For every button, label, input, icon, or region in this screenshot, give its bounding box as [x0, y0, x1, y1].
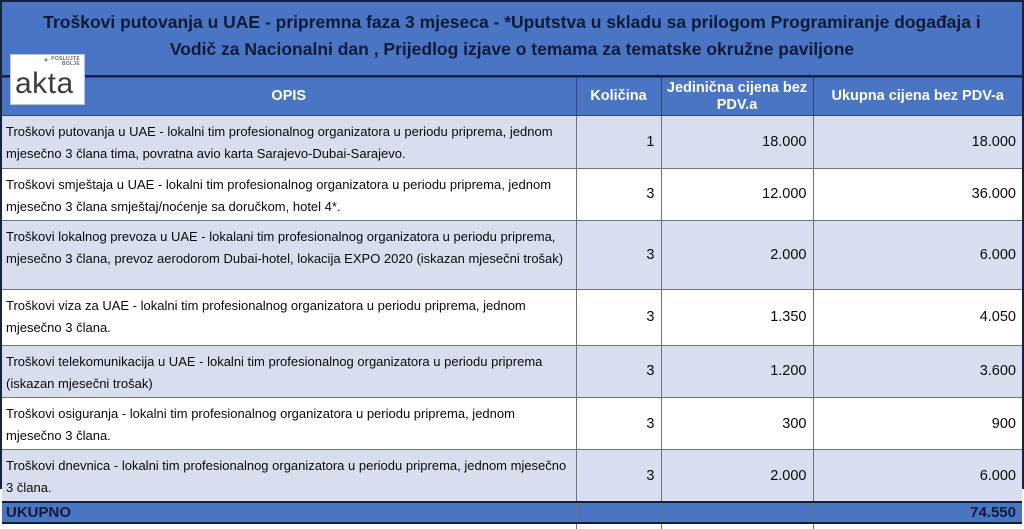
cell-opis: Troškovi telekomunikacija u UAE - lokalni tim profesionalnog organizatora u periodu priprema (iskazan mjesečni trošak) [2, 345, 576, 397]
document-title [2, 2, 1022, 77]
cell-kolicina: 3 [576, 289, 661, 345]
cell-kolicina: 3 [576, 345, 661, 397]
cell-ukupna: 36.000 [813, 168, 1022, 220]
cell-jedinicna: 300 [661, 397, 813, 449]
cell-kolicina: 3 [576, 397, 661, 449]
table-row [2, 116, 1022, 168]
table-row [2, 168, 1022, 220]
cell-kolicina: 1 [576, 116, 661, 168]
logo-triangle-icon: ▲ [42, 57, 50, 63]
cell-ukupna: 4.050 [813, 289, 1022, 345]
cell-jedinicna: 2.000 [661, 220, 813, 289]
cell-opis: Troškovi osiguranja - lokalni tim profesionalnog organizatora u periodu priprema, jednom mjesečno 3 člana. [2, 397, 576, 449]
table-row [2, 345, 1022, 397]
cell-opis: Troškovi putovanja u UAE - lokalni tim profesionalnog organizatora u periodu priprema, jednom mjesečno 3 člana tima, povratna avio karta Sarajevo-Dubai-Sarajevo. [2, 116, 576, 168]
cell-ukupna: 3.600 [813, 345, 1022, 397]
cell-kolicina: 3 [576, 220, 661, 289]
cell-jedinicna: 12.000 [661, 168, 813, 220]
cost-table [2, 77, 1022, 529]
table-row [2, 450, 1022, 503]
total-value: 74.550 [813, 502, 1022, 523]
title-line-2: Vodič za Nacionalni dan , Prijedlog izjave o temama za tematske okružne paviljone [169, 39, 855, 59]
header-kolicina: Količina [576, 78, 661, 116]
table-row [2, 397, 1022, 449]
akta-logo [10, 54, 85, 105]
cell-kolicina: 3 [576, 450, 661, 503]
header-ukupna-cijena: Ukupna cijena bez PDV-a [813, 78, 1022, 116]
logo-tagline [15, 57, 80, 67]
total-row [2, 502, 1022, 523]
table-row [2, 220, 1022, 289]
header-jedinicna-cijena: Jedinična cijena bez PDV.a [661, 78, 813, 116]
logo-tagline-text: POSLUJTE BOLJE [51, 56, 80, 67]
total-label: UKUPNO [2, 502, 576, 523]
cell-jedinicna: 1.200 [661, 345, 813, 397]
title-line-1: Troškovi putovanja u UAE - pripremna faza 3 mjeseca - *Uputstva u skladu sa prilogom Programiranje događaja i [43, 12, 981, 32]
total-empty-cell [661, 502, 813, 523]
total-empty-cell [576, 502, 661, 523]
cell-jedinicna: 2.000 [661, 450, 813, 503]
cell-opis: Troškovi lokalnog prevoza u UAE - lokalani tim profesionalnog organizatora u periodu priprema, mjesečno 3 člana, prevoz aerodorom Dubai-hotel, lokacija EXPO 2020 (iskazan mjesečni trošak) [2, 220, 576, 289]
cell-opis: Troškovi dnevnica - lokalni tim profesionalnog organizatora u periodu priprema, jednom mjesečno 3 člana. [2, 450, 576, 503]
cell-kolicina: 3 [576, 168, 661, 220]
cell-opis: Troškovi smještaja u UAE - lokalni tim profesionalnog organizatora u periodu priprema, jednom mjesečno 3 člana smještaj/noćenje sa doručkom, hotel 4*. [2, 168, 576, 220]
cell-jedinicna: 18.000 [661, 116, 813, 168]
cutoff-row [2, 523, 1022, 529]
cell-jedinicna: 1.350 [661, 289, 813, 345]
cell-ukupna: 6.000 [813, 220, 1022, 289]
cell-opis: Troškovi viza za UAE - lokalni tim profesionalnog organizatora u periodu priprema, jednom mjesečno 3 člana. [2, 289, 576, 345]
header-opis: OPIS [2, 78, 576, 116]
table-row [2, 289, 1022, 345]
cell-ukupna: 18.000 [813, 116, 1022, 168]
header-row [2, 78, 1022, 116]
cell-ukupna: 900 [813, 397, 1022, 449]
logo-wordmark: akta [15, 67, 74, 100]
cell-ukupna: 6.000 [813, 450, 1022, 503]
